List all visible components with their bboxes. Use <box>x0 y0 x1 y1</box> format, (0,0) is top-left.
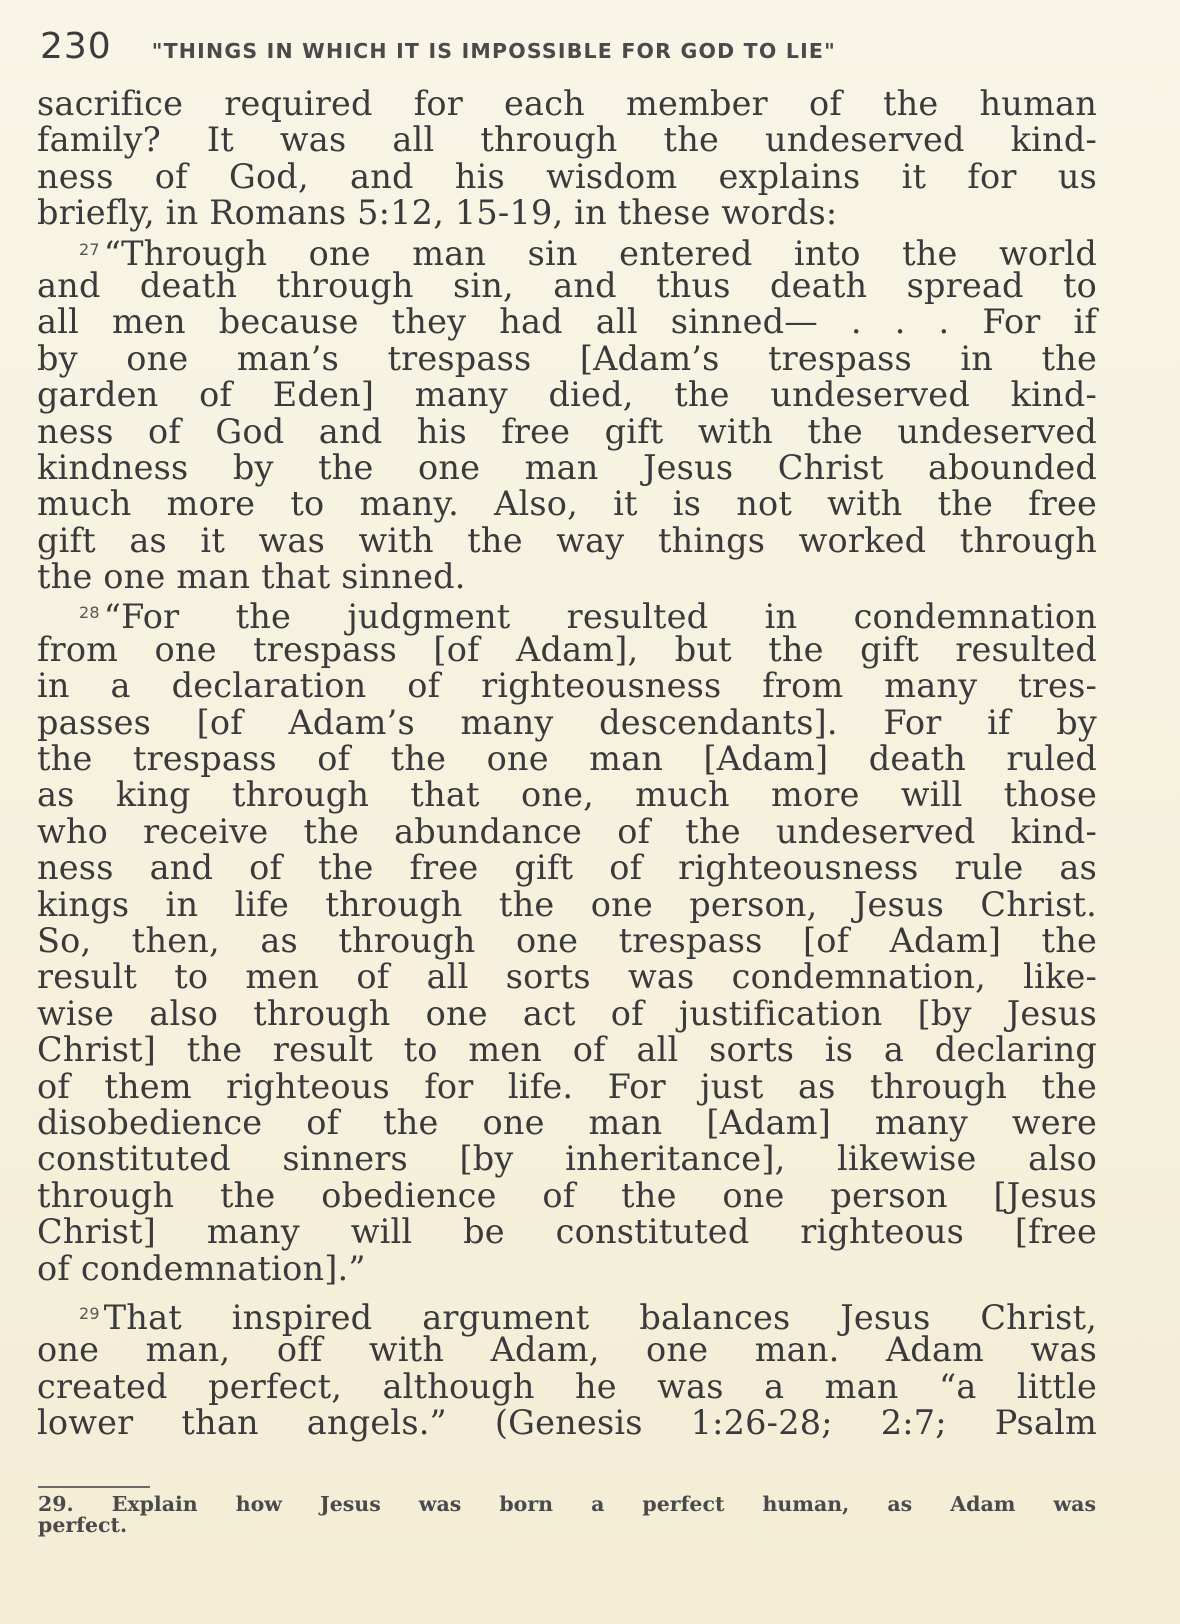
text-line: kings in life through the one person, Jesus Christ. <box>37 884 1097 924</box>
text-line-content: That inspired argument balances Jesus Christ, <box>103 1297 1097 1337</box>
text-line: briefly, in Romans 5:12, 15-19, in these words: <box>37 193 838 233</box>
text-line: sacrifice required for each member of the human <box>37 84 1097 123</box>
footnote-line: 29. Explain how Jesus was born a perfect human, as Adam was <box>38 1492 1096 1516</box>
text-line: disobedience of the one man [Adam] many were <box>37 1102 1097 1142</box>
paragraph-27 <box>37 232 1097 596</box>
footnote-line: perfect. <box>38 1513 128 1537</box>
text-line: all men because they had all sinned— . . . For if <box>37 302 1097 342</box>
text-line: as king through that one, much more will those <box>37 775 1097 815</box>
text-line-content: “Through one man sin entered into the world <box>103 233 1097 273</box>
paragraph-28 <box>37 595 1097 1286</box>
paragraph-number: 29 <box>79 1303 100 1323</box>
text-line <box>37 1296 1097 1337</box>
paragraph-number: 28 <box>79 603 100 623</box>
text-line: constituted sinners [by inheritance], likewise also <box>37 1139 1097 1179</box>
text-line: through the obedience of the one person [Jesus <box>37 1175 1097 1215</box>
text-line <box>37 232 1097 273</box>
text-line: result to men of all sorts was condemnation, like- <box>37 957 1097 997</box>
text-line: So, then, as through one trespass [of Adam] the <box>37 920 1097 960</box>
text-line: kindness by the one man Jesus Christ abounded <box>37 447 1097 487</box>
text-line: the trespass of the one man [Adam] death ruled <box>37 739 1097 779</box>
text-line: ness of God and his free gift with the undeserved <box>37 411 1097 451</box>
text-line: gift as it was with the way things worked through <box>37 520 1097 560</box>
text-line: ness of God, and his wisdom explains it for us <box>37 156 1097 196</box>
footnote-divider <box>38 1486 150 1488</box>
text-line: one man, off with Adam, one man. Adam was <box>37 1330 1097 1370</box>
text-line: passes [of Adam’s many descendants]. For if by <box>37 702 1097 742</box>
text-line: family? It was all through the undeserved kind- <box>37 120 1097 160</box>
text-line: the one man that sinned. <box>37 557 466 597</box>
page-number: 230 <box>40 26 112 67</box>
text-line: Christ] the result to men of all sorts is a declaring <box>37 1030 1097 1070</box>
text-line: of them righteous for life. For just as through the <box>37 1066 1097 1106</box>
text-line: of condemnation].” <box>37 1248 366 1288</box>
paragraph-continued <box>37 86 1097 232</box>
footnote <box>38 1494 1096 1536</box>
text-line: and death through sin, and thus death spread to <box>37 265 1097 305</box>
text-line: by one man’s trespass [Adam’s trespass in the <box>37 338 1097 378</box>
text-line: in a declaration of righteousness from many tres- <box>37 666 1097 706</box>
text-line: wise also through one act of justification [by Jesus <box>37 993 1097 1033</box>
main-text <box>37 86 1097 1441</box>
text-line: created perfect, although he was a man “a little <box>37 1366 1097 1406</box>
page-header <box>40 26 836 78</box>
text-line: Christ] many will be constituted righteous [free <box>37 1212 1097 1252</box>
text-line: much more to many. Also, it is not with the free <box>37 484 1097 524</box>
text-line: lower than angels.” (Genesis 1:26-28; 2:7; Psalm <box>37 1403 1097 1443</box>
text-line-content: “For the judgment resulted in condemnation <box>103 597 1097 637</box>
paragraph-number: 27 <box>79 239 100 259</box>
paragraph-29 <box>37 1296 1097 1442</box>
text-line: garden of Eden] many died, the undeserved kind- <box>37 375 1097 415</box>
text-line <box>37 595 1097 637</box>
running-title: "THINGS IN WHICH IT IS IMPOSSIBLE FOR GOD TO LIE" <box>151 39 837 63</box>
text-line: who receive the abundance of the undeserved kind- <box>37 811 1097 851</box>
text-line: ness and of the free gift of righteousness rule as <box>37 848 1097 888</box>
text-line: from one trespass [of Adam], but the gift resulted <box>37 629 1097 669</box>
